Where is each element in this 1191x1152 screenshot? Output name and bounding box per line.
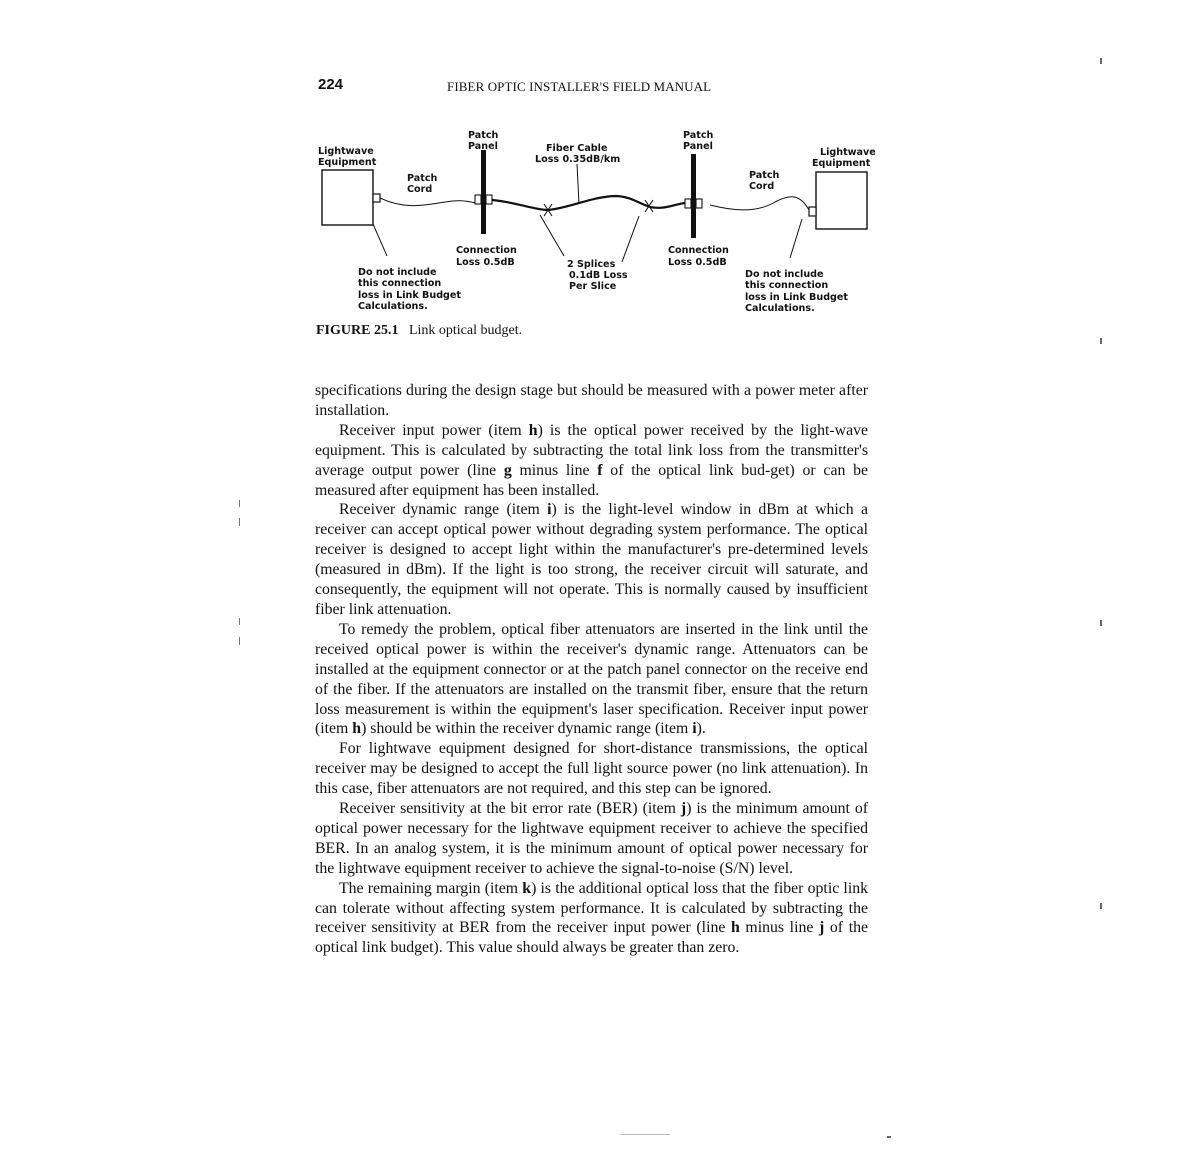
left-equipment-connector <box>373 194 380 202</box>
left-note-pointer <box>373 224 387 256</box>
right-note-label: Do not include this connection loss in Link Budget Calculations. <box>745 269 849 314</box>
paragraph-7: The remaining margin (item k) is the additional optical loss that the fiber optic link can tolerate without affecting system performance. It is calculated by subtracting the receiver sensitivity at BER from the receiver input power (line h minus line j of the optical link budget). This value should always be greater than zero. <box>315 879 869 957</box>
left-panel-connector-a <box>475 195 481 204</box>
item-letter: i <box>547 501 552 519</box>
margin-mark <box>239 500 240 507</box>
left-connection-label: Connection Loss 0.5dB <box>456 245 517 268</box>
item-letter: h <box>731 919 740 937</box>
right-patch-panel-label: Patch Panel <box>683 130 714 152</box>
paragraph-4: To remedy the problem, optical fiber attenuators are inserted in the link until the received optical power is within the receiver's dynamic range. Attenuators can be installed at the equipment connector or at the patch panel connector on the receive end of the fiber. If the attenuators are installed on the transmit fiber, ensure that the return loss measurement is within the equipment's laser specification. Receiver input power (item h) should be within the receiver dynamic range (item i). <box>315 620 868 738</box>
margin-mark <box>239 637 240 645</box>
figure-caption-label: FIGURE 25.1 <box>316 323 399 338</box>
splices-label: 2 Splices 0.1dB Loss Per Slice <box>567 259 628 292</box>
link-diagram <box>310 122 880 322</box>
left-patch-panel <box>481 150 486 234</box>
left-note-label: Do not include this connection loss in Link Budget Calculations. <box>358 267 462 312</box>
left-patch-cord <box>380 198 477 206</box>
paragraph-6: Receiver sensitivity at the bit error rate (BER) (item j) is the minimum amount of optical power necessary for the lightwave equipment receiver to achieve the specified BER. In an analog system, it is the minimum amount of optical power necessary for the lightwave equipment receiver to achieve the signal-to-noise (S/N) level. <box>315 800 868 877</box>
item-letter: j <box>680 800 687 818</box>
item-letter: h <box>352 720 362 738</box>
right-patch-cord <box>710 197 809 210</box>
scan-speck <box>1100 620 1102 626</box>
splice-pointer-left <box>540 215 564 256</box>
body-text <box>315 381 868 958</box>
scan-speck <box>1100 58 1102 64</box>
item-letter: g <box>503 461 512 479</box>
left-equipment-label: Lightwave Equipment <box>318 146 377 168</box>
right-patch-cord-label: Patch Cord <box>749 170 780 192</box>
right-panel-connector-b <box>696 199 702 208</box>
right-panel-connector-a <box>685 199 691 208</box>
right-equipment-label: Lightwave Equipment <box>812 147 876 169</box>
scan-speck <box>620 1134 670 1135</box>
left-patch-panel-label: Patch Panel <box>468 130 499 152</box>
right-equipment-connector <box>809 207 816 216</box>
paragraph-3: Receiver dynamic range (item i) is the light-level window in dBm at which a receiver can accept optical power without degrading system performance. The optical receiver is designed to accept light within the manufacturer's pre-determined levels (measured in dBm). If the light is too strong, the receiver circuit will saturate, and consequently, the equipment will not operate. This is normally caused by insufficient fiber link attenuation. <box>315 501 868 618</box>
left-equipment-box <box>322 170 373 225</box>
fiber-cable-label: Fiber Cable Loss 0.35dB/km <box>535 143 621 165</box>
item-letter: h <box>528 421 538 439</box>
scan-speck <box>1100 903 1102 909</box>
scan-speck <box>887 1136 891 1138</box>
right-patch-panel <box>691 154 696 238</box>
right-note-pointer <box>790 219 802 258</box>
fiber-cable <box>492 196 685 210</box>
fiber-cable-pointer <box>577 164 579 204</box>
paragraph-5: For lightwave equipment designed for short-distance transmissions, the optical receiver may be designed to accept the full light source power (no link attenuation). In this case, fiber attenuators are not required, and this step can be ignored. <box>315 740 868 798</box>
margin-mark <box>239 618 240 625</box>
left-panel-connector-b <box>486 195 492 204</box>
figure-caption <box>316 323 522 339</box>
splice-pointer-right <box>622 216 639 262</box>
link-budget-figure <box>310 122 880 327</box>
item-letter: j <box>819 919 825 937</box>
right-connection-label: Connection Loss 0.5dB <box>668 245 729 268</box>
running-title: FIBER OPTIC INSTALLER'S FIELD MANUAL <box>447 79 712 94</box>
item-letter: f <box>597 461 603 479</box>
item-letter: k <box>522 879 532 897</box>
margin-mark <box>239 518 240 526</box>
item-letter: i <box>692 720 697 738</box>
paragraph-1: specifications during the design stage but should be measured with a power meter after installation. <box>315 382 868 419</box>
left-patch-cord-label: Patch Cord <box>407 173 438 195</box>
page-number: 224 <box>318 76 344 93</box>
figure-caption-text: Link optical budget. <box>408 323 523 338</box>
paragraph-2: Receiver input power (item h) is the optical power received by the light-wave equipment. This is calculated by subtracting the total link loss from the transmitter's average output power (line g minus line f of the optical link bud-get) or can be measured after equipment has been installed. <box>315 421 868 499</box>
right-equipment-box <box>816 172 867 229</box>
scan-speck <box>1100 338 1102 344</box>
